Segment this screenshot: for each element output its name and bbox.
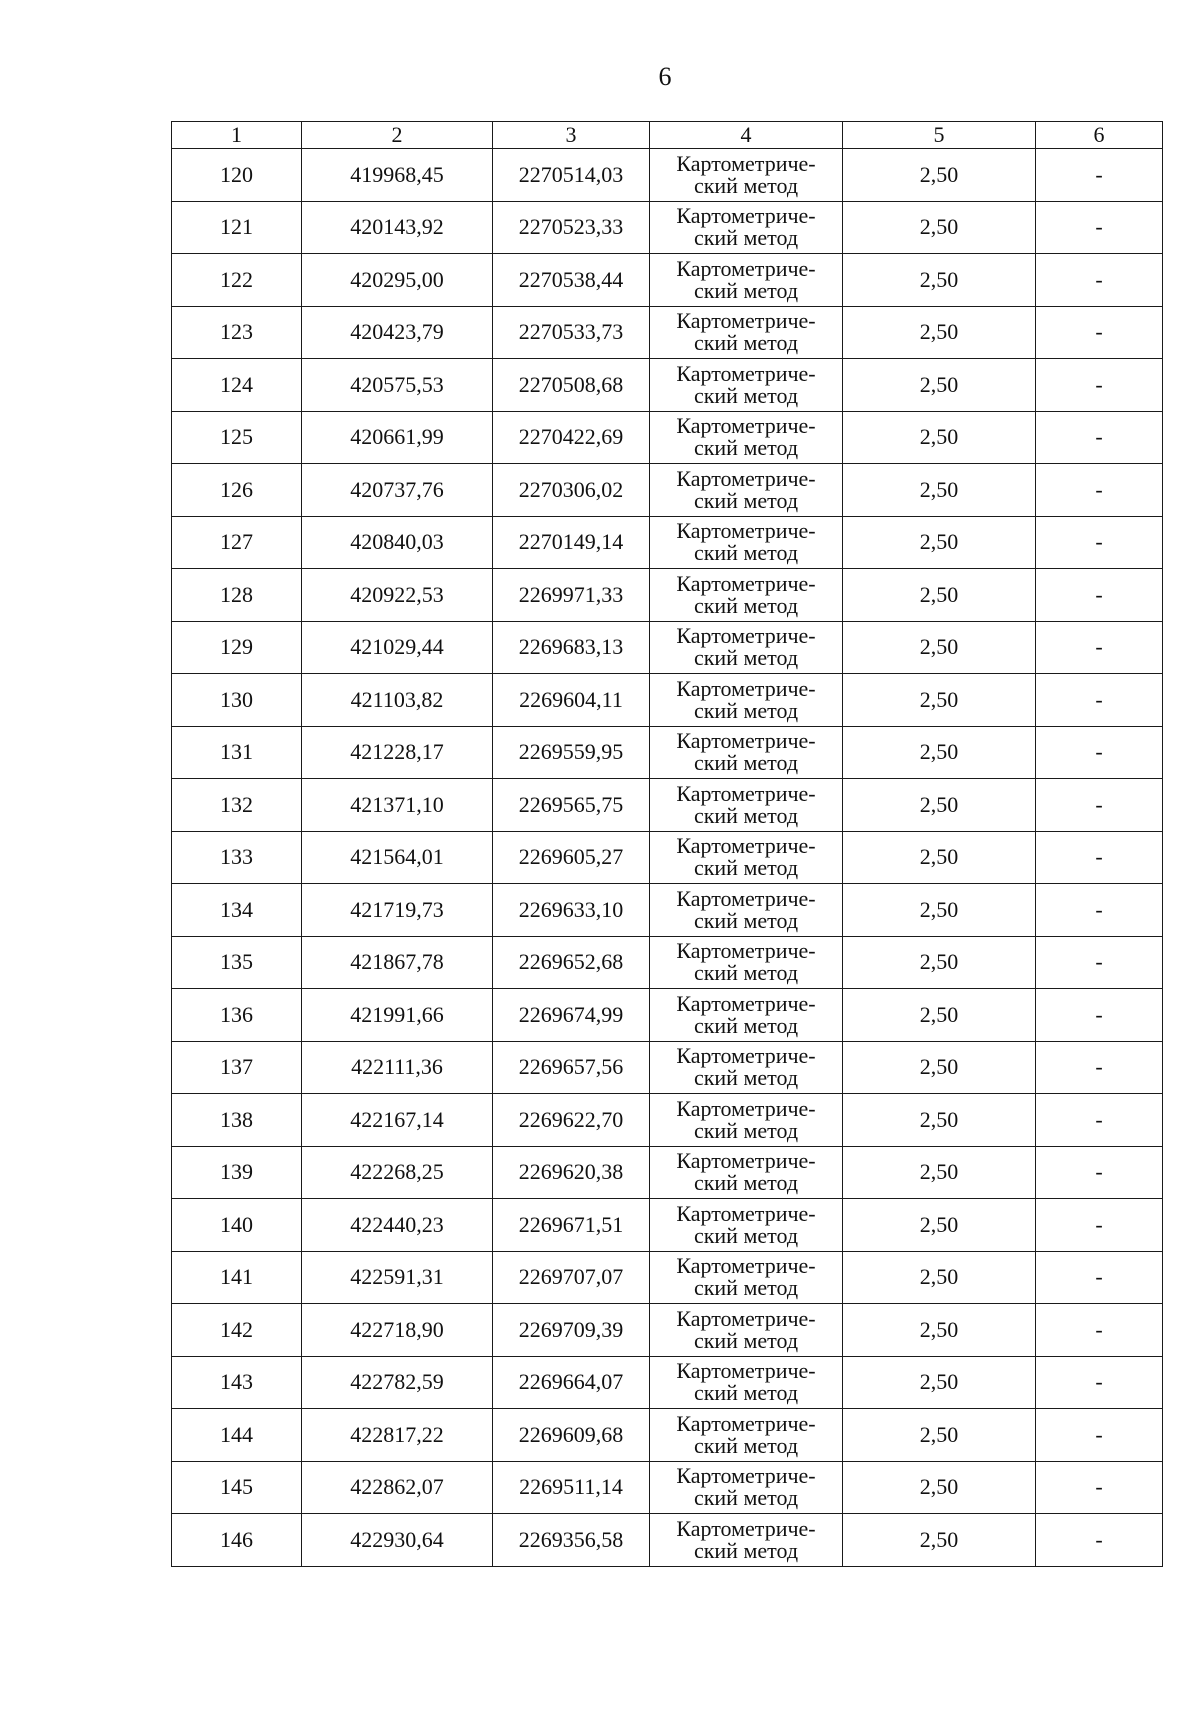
accuracy-cell: 2,50 [843, 1304, 1036, 1357]
accuracy-cell: 2,50 [843, 831, 1036, 884]
x-coordinate-cell: 421564,01 [302, 831, 493, 884]
x-coordinate-cell: 421029,44 [302, 621, 493, 674]
method-line-2: ский метод [693, 540, 799, 566]
table-row [172, 831, 1163, 884]
method-cell [650, 1409, 843, 1462]
accuracy-cell: 2,50 [843, 201, 1036, 254]
accuracy-cell: 2,50 [843, 306, 1036, 359]
point-number-cell: 123 [172, 306, 302, 359]
y-coordinate-cell: 2269605,27 [493, 831, 650, 884]
table-row [172, 1461, 1163, 1514]
method-line-1: Картометриче- [676, 1253, 816, 1279]
method-cell [650, 201, 843, 254]
note-cell: - [1036, 884, 1163, 937]
note-cell: - [1036, 516, 1163, 569]
x-coordinate-cell: 422930,64 [302, 1514, 493, 1567]
method-line-2: ский метод [693, 1117, 799, 1143]
table-row [172, 1514, 1163, 1567]
y-coordinate-cell: 2269609,68 [493, 1409, 650, 1462]
accuracy-cell: 2,50 [843, 674, 1036, 727]
y-coordinate-cell: 2269604,11 [493, 674, 650, 727]
method-line-1: Картометриче- [676, 833, 816, 859]
y-coordinate-cell: 2269633,10 [493, 884, 650, 937]
x-coordinate-cell: 422167,14 [302, 1094, 493, 1147]
method-cell [650, 359, 843, 412]
y-coordinate-cell: 2269664,07 [493, 1356, 650, 1409]
note-cell: - [1036, 1304, 1163, 1357]
table-row [172, 149, 1163, 202]
method-line-2: ский метод [693, 1222, 799, 1248]
accuracy-cell: 2,50 [843, 1461, 1036, 1514]
method-line-1: Картометриче- [676, 780, 816, 806]
header-col-3: 3 [493, 122, 650, 149]
y-coordinate-cell: 2270508,68 [493, 359, 650, 412]
x-coordinate-cell: 422111,36 [302, 1041, 493, 1094]
x-coordinate-cell: 420661,99 [302, 411, 493, 464]
table-row [172, 1199, 1163, 1252]
table-row [172, 1304, 1163, 1357]
x-coordinate-cell: 422268,25 [302, 1146, 493, 1199]
table-row [172, 989, 1163, 1042]
table-row [172, 936, 1163, 989]
point-number-cell: 129 [172, 621, 302, 674]
accuracy-cell: 2,50 [843, 936, 1036, 989]
method-cell [650, 516, 843, 569]
point-number-cell: 137 [172, 1041, 302, 1094]
table-row [172, 569, 1163, 622]
method-line-2: ский метод [693, 1012, 799, 1038]
table-row [172, 1356, 1163, 1409]
point-number-cell: 135 [172, 936, 302, 989]
accuracy-cell: 2,50 [843, 1356, 1036, 1409]
method-line-1: Картометриче- [676, 1358, 816, 1384]
y-coordinate-cell: 2270533,73 [493, 306, 650, 359]
note-cell: - [1036, 1356, 1163, 1409]
point-number-cell: 128 [172, 569, 302, 622]
table-row [172, 621, 1163, 674]
table-row [172, 674, 1163, 727]
table-row [172, 464, 1163, 517]
point-number-cell: 144 [172, 1409, 302, 1462]
accuracy-cell: 2,50 [843, 1514, 1036, 1567]
y-coordinate-cell: 2269707,07 [493, 1251, 650, 1304]
method-line-2: ский метод [693, 802, 799, 828]
method-line-1: Картометриче- [676, 203, 816, 229]
method-line-2: ский метод [693, 277, 799, 303]
page-number: 6 [658, 62, 672, 91]
method-line-1: Картометриче- [676, 570, 816, 596]
method-line-2: ский метод [693, 225, 799, 251]
x-coordinate-cell: 421371,10 [302, 779, 493, 832]
table-row [172, 254, 1163, 307]
method-line-1: Картометриче- [676, 1095, 816, 1121]
table-row [172, 1041, 1163, 1094]
x-coordinate-cell: 420840,03 [302, 516, 493, 569]
note-cell: - [1036, 149, 1163, 202]
accuracy-cell: 2,50 [843, 621, 1036, 674]
accuracy-cell: 2,50 [843, 1146, 1036, 1199]
accuracy-cell: 2,50 [843, 254, 1036, 307]
table-row [172, 1146, 1163, 1199]
y-coordinate-cell: 2269674,99 [493, 989, 650, 1042]
point-number-cell: 145 [172, 1461, 302, 1514]
y-coordinate-cell: 2269559,95 [493, 726, 650, 779]
point-number-cell: 130 [172, 674, 302, 727]
method-line-1: Картометриче- [676, 413, 816, 439]
method-line-2: ский метод [693, 1432, 799, 1458]
method-cell [650, 1304, 843, 1357]
method-line-2: ский метод [693, 750, 799, 776]
accuracy-cell: 2,50 [843, 1199, 1036, 1252]
note-cell: - [1036, 1041, 1163, 1094]
accuracy-cell: 2,50 [843, 149, 1036, 202]
note-cell: - [1036, 254, 1163, 307]
method-cell [650, 936, 843, 989]
table-row [172, 726, 1163, 779]
method-line-2: ский метод [693, 1327, 799, 1353]
header-col-4: 4 [650, 122, 843, 149]
y-coordinate-cell: 2270306,02 [493, 464, 650, 517]
note-cell: - [1036, 831, 1163, 884]
y-coordinate-cell: 2269652,68 [493, 936, 650, 989]
table-row [172, 359, 1163, 412]
accuracy-cell: 2,50 [843, 359, 1036, 412]
note-cell: - [1036, 779, 1163, 832]
x-coordinate-cell: 420922,53 [302, 569, 493, 622]
coordinates-table [171, 121, 1163, 1567]
accuracy-cell: 2,50 [843, 779, 1036, 832]
accuracy-cell: 2,50 [843, 411, 1036, 464]
x-coordinate-cell: 421103,82 [302, 674, 493, 727]
method-line-2: ский метод [693, 1485, 799, 1511]
point-number-cell: 142 [172, 1304, 302, 1357]
method-line-2: ский метод [693, 487, 799, 513]
point-number-cell: 125 [172, 411, 302, 464]
table-row [172, 1094, 1163, 1147]
point-number-cell: 126 [172, 464, 302, 517]
x-coordinate-cell: 420423,79 [302, 306, 493, 359]
method-cell [650, 1146, 843, 1199]
method-line-2: ский метод [693, 697, 799, 723]
method-line-1: Картометриче- [676, 885, 816, 911]
x-coordinate-cell: 420143,92 [302, 201, 493, 254]
method-line-1: Картометриче- [676, 1305, 816, 1331]
table-row [172, 201, 1163, 254]
note-cell: - [1036, 306, 1163, 359]
point-number-cell: 140 [172, 1199, 302, 1252]
note-cell: - [1036, 1514, 1163, 1567]
note-cell: - [1036, 1146, 1163, 1199]
y-coordinate-cell: 2270523,33 [493, 201, 650, 254]
point-number-cell: 138 [172, 1094, 302, 1147]
point-number-cell: 146 [172, 1514, 302, 1567]
table-row [172, 779, 1163, 832]
note-cell: - [1036, 201, 1163, 254]
x-coordinate-cell: 422440,23 [302, 1199, 493, 1252]
y-coordinate-cell: 2270422,69 [493, 411, 650, 464]
x-coordinate-cell: 420737,76 [302, 464, 493, 517]
method-cell [650, 1041, 843, 1094]
note-cell: - [1036, 1409, 1163, 1462]
accuracy-cell: 2,50 [843, 1409, 1036, 1462]
point-number-cell: 136 [172, 989, 302, 1042]
method-cell [650, 989, 843, 1042]
method-cell [650, 1251, 843, 1304]
note-cell: - [1036, 1251, 1163, 1304]
method-line-1: Картометриче- [676, 990, 816, 1016]
point-number-cell: 132 [172, 779, 302, 832]
method-cell [650, 674, 843, 727]
method-cell [650, 411, 843, 464]
method-line-2: ский метод [693, 435, 799, 461]
method-cell [650, 779, 843, 832]
method-line-2: ский метод [693, 855, 799, 881]
header-col-5: 5 [843, 122, 1036, 149]
note-cell: - [1036, 726, 1163, 779]
method-cell [650, 306, 843, 359]
method-line-2: ский метод [693, 592, 799, 618]
note-cell: - [1036, 1094, 1163, 1147]
point-number-cell: 124 [172, 359, 302, 412]
method-cell [650, 884, 843, 937]
x-coordinate-cell: 421719,73 [302, 884, 493, 937]
x-coordinate-cell: 422782,59 [302, 1356, 493, 1409]
header-col-6: 6 [1036, 122, 1163, 149]
table-row [172, 516, 1163, 569]
method-line-1: Картометриче- [676, 1043, 816, 1069]
accuracy-cell: 2,50 [843, 989, 1036, 1042]
point-number-cell: 120 [172, 149, 302, 202]
method-cell [650, 569, 843, 622]
note-cell: - [1036, 1461, 1163, 1514]
note-cell: - [1036, 989, 1163, 1042]
point-number-cell: 141 [172, 1251, 302, 1304]
header-col-1: 1 [172, 122, 302, 149]
point-number-cell: 131 [172, 726, 302, 779]
note-cell: - [1036, 1199, 1163, 1252]
method-line-1: Картометриче- [676, 675, 816, 701]
y-coordinate-cell: 2269622,70 [493, 1094, 650, 1147]
method-line-1: Картометриче- [676, 623, 816, 649]
method-line-1: Картометриче- [676, 1200, 816, 1226]
method-line-2: ский метод [693, 1065, 799, 1091]
method-cell [650, 1461, 843, 1514]
method-line-2: ский метод [693, 1275, 799, 1301]
y-coordinate-cell: 2269971,33 [493, 569, 650, 622]
method-line-2: ский метод [693, 1537, 799, 1563]
method-line-1: Картометриче- [676, 465, 816, 491]
method-line-2: ский метод [693, 907, 799, 933]
header-col-2: 2 [302, 122, 493, 149]
method-cell [650, 621, 843, 674]
x-coordinate-cell: 420295,00 [302, 254, 493, 307]
method-line-1: Картометриче- [676, 1515, 816, 1541]
method-line-2: ский метод [693, 1170, 799, 1196]
table-row [172, 411, 1163, 464]
header-row [172, 122, 1163, 149]
x-coordinate-cell: 422718,90 [302, 1304, 493, 1357]
method-line-1: Картометриче- [676, 1148, 816, 1174]
note-cell: - [1036, 464, 1163, 517]
note-cell: - [1036, 936, 1163, 989]
y-coordinate-cell: 2269565,75 [493, 779, 650, 832]
y-coordinate-cell: 2270538,44 [493, 254, 650, 307]
y-coordinate-cell: 2269671,51 [493, 1199, 650, 1252]
y-coordinate-cell: 2269356,58 [493, 1514, 650, 1567]
note-cell: - [1036, 359, 1163, 412]
y-coordinate-cell: 2269683,13 [493, 621, 650, 674]
y-coordinate-cell: 2270514,03 [493, 149, 650, 202]
method-line-1: Картометриче- [676, 728, 816, 754]
accuracy-cell: 2,50 [843, 1251, 1036, 1304]
method-line-1: Картометриче- [676, 308, 816, 334]
point-number-cell: 133 [172, 831, 302, 884]
x-coordinate-cell: 419968,45 [302, 149, 493, 202]
method-line-2: ский метод [693, 960, 799, 986]
point-number-cell: 121 [172, 201, 302, 254]
point-number-cell: 122 [172, 254, 302, 307]
accuracy-cell: 2,50 [843, 516, 1036, 569]
method-cell [650, 464, 843, 517]
method-line-1: Картометриче- [676, 938, 816, 964]
method-line-1: Картометриче- [676, 255, 816, 281]
y-coordinate-cell: 2269709,39 [493, 1304, 650, 1357]
method-line-1: Картометриче- [676, 1410, 816, 1436]
method-line-1: Картометриче- [676, 150, 816, 176]
method-line-2: ский метод [693, 645, 799, 671]
point-number-cell: 139 [172, 1146, 302, 1199]
x-coordinate-cell: 421867,78 [302, 936, 493, 989]
table-body [172, 149, 1163, 1567]
y-coordinate-cell: 2269657,56 [493, 1041, 650, 1094]
table-row [172, 1251, 1163, 1304]
method-line-2: ский метод [693, 1380, 799, 1406]
x-coordinate-cell: 421991,66 [302, 989, 493, 1042]
method-cell [650, 1514, 843, 1567]
y-coordinate-cell: 2269620,38 [493, 1146, 650, 1199]
point-number-cell: 127 [172, 516, 302, 569]
accuracy-cell: 2,50 [843, 569, 1036, 622]
point-number-cell: 143 [172, 1356, 302, 1409]
x-coordinate-cell: 422862,07 [302, 1461, 493, 1514]
method-cell [650, 149, 843, 202]
method-line-1: Картометриче- [676, 518, 816, 544]
method-cell [650, 1199, 843, 1252]
method-line-2: ский метод [693, 382, 799, 408]
x-coordinate-cell: 422591,31 [302, 1251, 493, 1304]
note-cell: - [1036, 569, 1163, 622]
accuracy-cell: 2,50 [843, 884, 1036, 937]
y-coordinate-cell: 2270149,14 [493, 516, 650, 569]
table-row [172, 306, 1163, 359]
y-coordinate-cell: 2269511,14 [493, 1461, 650, 1514]
method-line-2: ский метод [693, 330, 799, 356]
method-cell [650, 254, 843, 307]
accuracy-cell: 2,50 [843, 726, 1036, 779]
method-line-1: Картометриче- [676, 1463, 816, 1489]
x-coordinate-cell: 421228,17 [302, 726, 493, 779]
method-cell [650, 726, 843, 779]
accuracy-cell: 2,50 [843, 1041, 1036, 1094]
table-row [172, 884, 1163, 937]
method-line-1: Картометриче- [676, 360, 816, 386]
note-cell: - [1036, 621, 1163, 674]
note-cell: - [1036, 674, 1163, 727]
point-number-cell: 134 [172, 884, 302, 937]
method-cell [650, 831, 843, 884]
table-row [172, 1409, 1163, 1462]
method-line-2: ский метод [693, 172, 799, 198]
note-cell: - [1036, 411, 1163, 464]
x-coordinate-cell: 422817,22 [302, 1409, 493, 1462]
accuracy-cell: 2,50 [843, 464, 1036, 517]
x-coordinate-cell: 420575,53 [302, 359, 493, 412]
method-cell [650, 1094, 843, 1147]
method-cell [650, 1356, 843, 1409]
accuracy-cell: 2,50 [843, 1094, 1036, 1147]
